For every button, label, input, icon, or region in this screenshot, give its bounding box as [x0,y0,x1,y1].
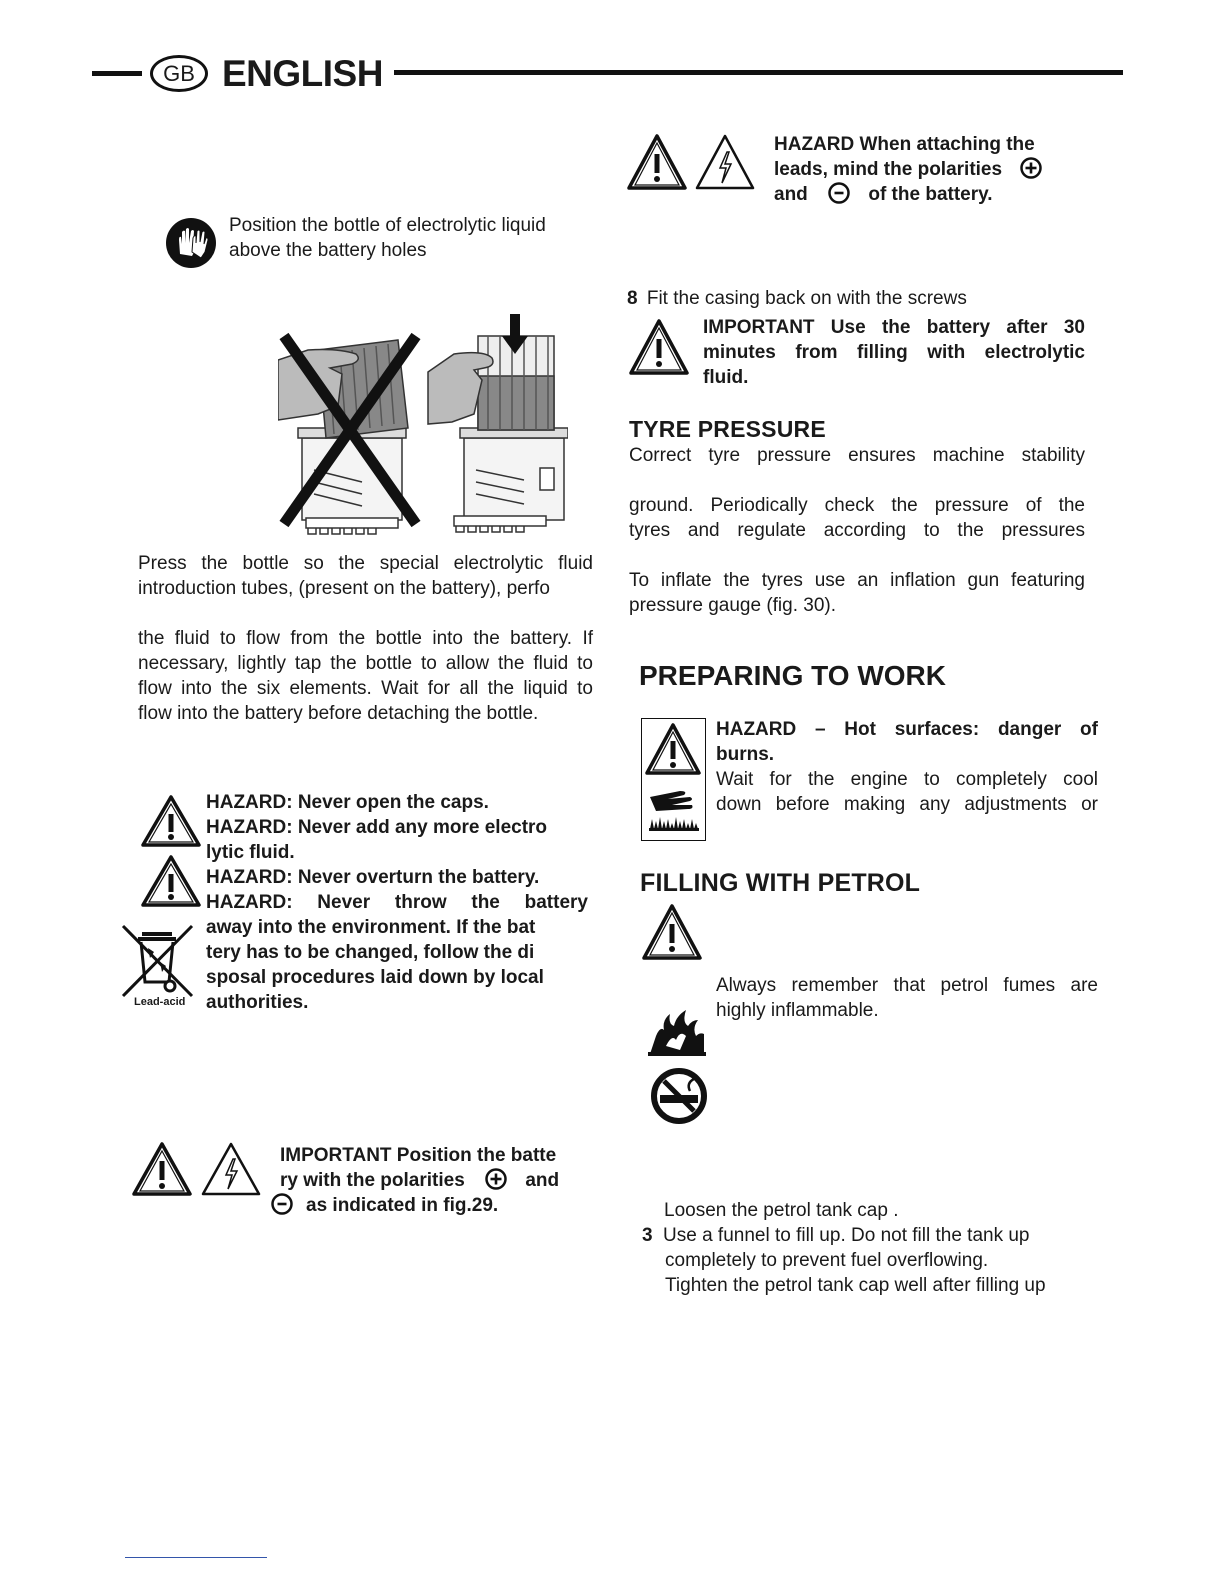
hot-surface-note: HAZARD – Hot surfaces: danger of burns. Wait for the engine to completely cool down before making any adjustments or [716,719,1098,815]
burning-hand-icon [646,783,702,835]
tyre-pressure-heading: TYRE PRESSURE [629,416,826,442]
flow-paragraph: the fluid to flow from the bottle into the battery. If necessary, lightly tap the bottle to allow the fluid to flow into the six elements. Wait for all the liquid to flow into the battery before detaching the bottle. [138,628,593,724]
press-bottle-paragraph-2: introduction tubes, (present on the battery), perfo [138,578,550,599]
header-rule-left [92,71,142,76]
footer-rule [125,1557,267,1558]
warning-triangle-icon [641,903,703,961]
press-bottle-paragraph: Press the bottle so the special electrolytic fluid [138,553,593,574]
gb-badge: GB [150,55,208,92]
bin-label: Lead-acid [134,996,186,1008]
step-tighten-cap: Tighten the petrol tank cap well after filling up [665,1275,1046,1296]
hazard-leads-note: HAZARD When attaching the leads, mind the polarities and of the battery. [774,132,1086,207]
warning-triangle-icon [644,722,702,776]
positive-terminal-icon [484,1168,508,1190]
negative-terminal-icon [827,182,851,204]
tyre-paragraph-2: ground. Periodically check the pressure of the tyres and regulate according to the pressures [629,495,1085,541]
step-number: 3 [642,1225,653,1246]
preparing-to-work-heading: PREPARING TO WORK [639,660,946,691]
filling-with-petrol-heading: FILLING WITH PETROL [640,869,921,897]
no-smoking-icon [650,1067,708,1125]
step-3 [642,1223,1094,1248]
important-use-battery-note: IMPORTANT Use the battery after 30 minutes from filling with electrolytic fluid. [703,317,1085,388]
warning-triangle-icon [140,794,202,848]
step-3-continued: completely to prevent fuel overflowing. [665,1250,989,1271]
crossed-out-bin-icon [120,922,196,1000]
warning-triangle-icon [628,318,690,376]
electrical-hazard-icon [694,133,756,191]
step-8 [627,286,967,311]
glove-note: Position the bottle of electrolytic liquid above the battery holes [229,215,546,261]
battery-hazards-list: HAZARD: Never open the caps. HAZARD: Never add any more electro lytic fluid. HAZARD: Never overturn the battery. HAZARD: Never throw the battery away into the environment. If the bat tery has to be changed, follow the di sposal procedures laid down by local authorities. [206,792,588,1013]
negative-terminal-icon [270,1193,294,1215]
gloves-icon [165,218,217,268]
battery-filling-illustration [278,310,568,542]
hot-surface-sign [641,718,706,841]
step-loosen-cap: Loosen the petrol tank cap . [664,1200,899,1221]
step-number: 8 [627,288,638,309]
step-text: Use a funnel to fill up. Do not fill the tank up [663,1225,1030,1246]
electrical-hazard-icon [200,1141,262,1197]
important-polarity-note: IMPORTANT Position the batte ry with the polarities and as indicated in fig.29. [280,1143,590,1218]
warning-triangle-icon [140,854,202,908]
warning-triangle-icon [626,133,688,191]
language-title: ENGLISH [222,53,383,94]
tyre-paragraph-3: To inflate the tyres use an inflation gun featuring pressure gauge (fig. 30). [629,570,1085,616]
step-text: Fit the casing back on with the screws [646,288,967,309]
header-rule-right [394,70,1123,75]
flame-icon [646,1006,708,1056]
warning-triangle-icon [131,1141,193,1197]
petrol-fumes-note: Always remember that petrol fumes are highly inflammable. [716,975,1098,1021]
tyre-paragraph-1: Correct tyre pressure ensures machine stability [629,445,1085,466]
positive-terminal-icon [1019,157,1043,179]
